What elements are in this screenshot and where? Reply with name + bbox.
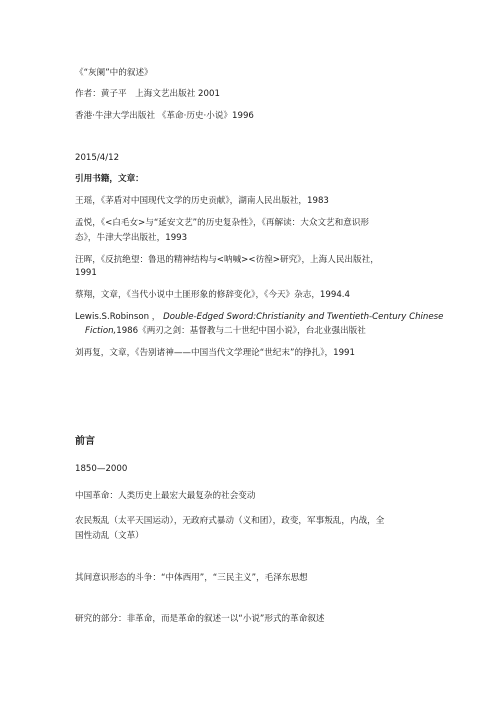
hk-edition-line: 香港·牛津大学出版社 《革命·历史·小说》1996 (75, 111, 254, 121)
reference-item: 刘再复，文章，《告别诸神——中国当代文学理论“世纪末”的挣扎》，1991 (75, 348, 355, 358)
reference-item: 蔡翔，文章，《当代小说中土匪形象的修辞变化》，《今天》杂志，1994.4 (75, 290, 350, 300)
reference-rest: 1986《两刃之剑：基督教与二十世纪中国小说》，台北业强出版社 (116, 326, 366, 336)
reference-english-title: Double-Edged Sword:Christianity and Twentieth-Century Chinese (163, 312, 444, 322)
reference-item-english (75, 310, 444, 324)
ideology-line: 其间意识形态的斗争：“中体西用”，“三民主义”，毛泽东思想 (75, 573, 308, 583)
reference-english-title-cont: Fiction, (85, 326, 117, 336)
reference-author: Lewis.S.Robinson ， (75, 312, 161, 322)
revolution-line: 中国革命：人类历史上最宏大最复杂的社会变动 (75, 491, 256, 501)
reference-item-continuation: 态》，牛津大学出版社，1993 (75, 233, 188, 243)
references-heading: 引用书籍，文章： (75, 174, 144, 184)
reference-item-continuation: 1991 (75, 268, 97, 278)
events-line: 农民叛乱（太平天国运动），无政府式暴动（义和团），政变，军事叛乱，内战，全 (75, 516, 385, 526)
reference-item (75, 216, 435, 230)
reference-line: 孟悦，《<白毛女>与“延安文艺”的历史复杂性》，《再解读：大众文艺和意识形 (75, 218, 370, 228)
reference-item-continuation (85, 324, 445, 338)
book-title: 《“灰阑”中的叙述》 (75, 68, 153, 78)
reference-item: 王瑶，《茅盾对中国现代文学的历史贡献》，湖南人民出版社，1983 (75, 196, 329, 206)
events-line-continuation: 国性动乱（文革） (75, 531, 144, 541)
research-line: 研究的部分：非革命，而是革命的叙述一以“小说”形式的革命叙述 (75, 614, 325, 624)
date-line: 2015/4/12 (75, 153, 120, 163)
preface-heading: 前言 (75, 436, 95, 447)
author-line: 作者：黄子平 上海文艺出版社 2001 (75, 89, 220, 99)
reference-item: 汪晖，《反抗绝望：鲁迅的精神结构与<呐喊><彷徨>研究》，上海人民出版社， (75, 255, 379, 265)
period-line: 1850—2000 (75, 464, 128, 474)
